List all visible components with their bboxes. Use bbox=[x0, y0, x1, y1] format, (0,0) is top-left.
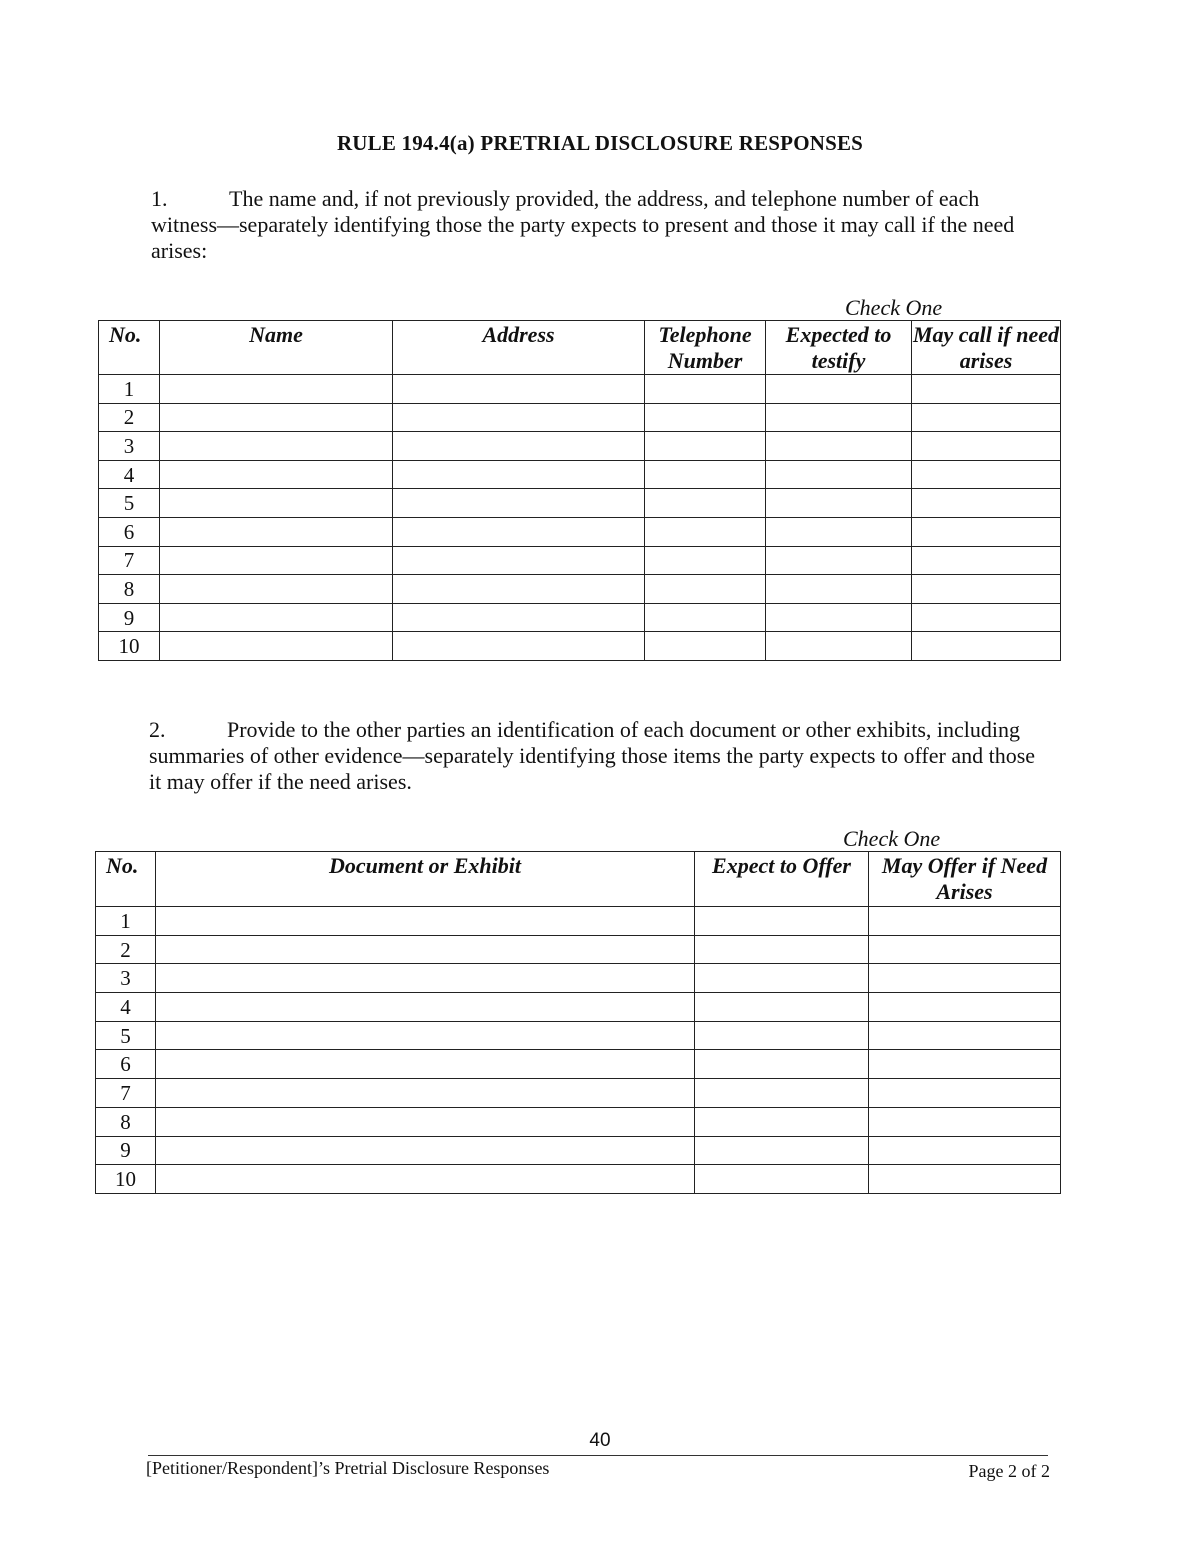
witness-row bbox=[99, 575, 1061, 604]
address-cell[interactable] bbox=[393, 432, 645, 461]
name-cell[interactable] bbox=[160, 375, 393, 404]
address-cell[interactable] bbox=[393, 546, 645, 575]
may-offer-cell[interactable] bbox=[869, 1165, 1061, 1194]
may-call-cell[interactable] bbox=[912, 375, 1061, 404]
may-offer-cell[interactable] bbox=[869, 993, 1061, 1022]
section-1-check-one-label: Check One bbox=[845, 295, 943, 320]
row-number: 6 bbox=[96, 1050, 156, 1079]
address-cell[interactable] bbox=[393, 375, 645, 404]
page-number: 40 bbox=[589, 1430, 611, 1451]
witness-row bbox=[99, 632, 1061, 661]
witness-row bbox=[99, 460, 1061, 489]
telephone-cell[interactable] bbox=[645, 603, 766, 632]
may-call-cell[interactable] bbox=[912, 432, 1061, 461]
row-number: 7 bbox=[96, 1079, 156, 1108]
footer-page-indicator: Page 2 of 2 bbox=[968, 1461, 1050, 1481]
expect-to-offer-cell[interactable] bbox=[695, 1079, 869, 1108]
row-number: 4 bbox=[96, 993, 156, 1022]
page-title: RULE 194.4(a) PRETRIAL DISCLOSURE RESPONSES bbox=[336, 131, 864, 155]
may-call-cell[interactable] bbox=[912, 517, 1061, 546]
row-number: 5 bbox=[99, 489, 160, 518]
telephone-cell[interactable] bbox=[645, 432, 766, 461]
may-call-cell[interactable] bbox=[912, 575, 1061, 604]
witness-table bbox=[98, 320, 1061, 661]
expected-to-testify-cell[interactable] bbox=[766, 603, 912, 632]
row-number: 1 bbox=[99, 375, 160, 404]
document-cell[interactable] bbox=[156, 1136, 695, 1165]
may-offer-cell[interactable] bbox=[869, 1079, 1061, 1108]
telephone-cell[interactable] bbox=[645, 489, 766, 518]
header-document-or-exhibit: Document or Exhibit bbox=[156, 852, 695, 907]
document-cell[interactable] bbox=[156, 993, 695, 1022]
address-cell[interactable] bbox=[393, 517, 645, 546]
expected-to-testify-cell[interactable] bbox=[766, 546, 912, 575]
may-offer-cell[interactable] bbox=[869, 907, 1061, 936]
name-cell[interactable] bbox=[160, 460, 393, 489]
name-cell[interactable] bbox=[160, 517, 393, 546]
header-name: Name bbox=[160, 321, 393, 375]
section-2-number: 2. bbox=[149, 717, 166, 742]
witness-table-header bbox=[99, 321, 1061, 375]
expect-to-offer-cell[interactable] bbox=[695, 993, 869, 1022]
row-number: 8 bbox=[96, 1107, 156, 1136]
address-cell[interactable] bbox=[393, 632, 645, 661]
witness-row bbox=[99, 403, 1061, 432]
name-cell[interactable] bbox=[160, 403, 393, 432]
expect-to-offer-cell[interactable] bbox=[695, 1107, 869, 1136]
row-number: 2 bbox=[99, 403, 160, 432]
address-cell[interactable] bbox=[393, 489, 645, 518]
row-number: 2 bbox=[96, 935, 156, 964]
row-number: 9 bbox=[96, 1136, 156, 1165]
row-number: 4 bbox=[99, 460, 160, 489]
section-1-number: 1. bbox=[151, 186, 168, 211]
header-expected-to-testify: Expected to testify bbox=[766, 321, 912, 375]
witness-row bbox=[99, 432, 1061, 461]
name-cell[interactable] bbox=[160, 575, 393, 604]
exhibit-row bbox=[96, 1165, 1061, 1194]
telephone-cell[interactable] bbox=[645, 546, 766, 575]
may-offer-cell[interactable] bbox=[869, 1050, 1061, 1079]
row-number: 3 bbox=[99, 432, 160, 461]
exhibit-row bbox=[96, 993, 1061, 1022]
may-call-cell[interactable] bbox=[912, 403, 1061, 432]
address-cell[interactable] bbox=[393, 460, 645, 489]
row-number: 7 bbox=[99, 546, 160, 575]
row-number: 6 bbox=[99, 517, 160, 546]
document-cell[interactable] bbox=[156, 1021, 695, 1050]
address-cell[interactable] bbox=[393, 575, 645, 604]
witness-row bbox=[99, 489, 1061, 518]
section-2-text: Provide to the other parties an identification of each document or other exhibits, including summaries of other evidence—separately identifying those items the party expects to offer and those it may offer if the need arises. bbox=[149, 717, 1036, 794]
name-cell[interactable] bbox=[160, 489, 393, 518]
expected-to-testify-cell[interactable] bbox=[766, 632, 912, 661]
witness-row bbox=[99, 603, 1061, 632]
row-number: 1 bbox=[96, 907, 156, 936]
exhibit-row bbox=[96, 935, 1061, 964]
expect-to-offer-cell[interactable] bbox=[695, 1165, 869, 1194]
telephone-cell[interactable] bbox=[645, 375, 766, 404]
expect-to-offer-cell[interactable] bbox=[695, 907, 869, 936]
header-may-call: May call if need arises bbox=[912, 322, 1060, 373]
row-number: 10 bbox=[99, 632, 160, 661]
witness-row bbox=[99, 546, 1061, 575]
name-cell[interactable] bbox=[160, 632, 393, 661]
document-cell[interactable] bbox=[156, 1107, 695, 1136]
document-cell[interactable] bbox=[156, 1165, 695, 1194]
footer-divider bbox=[148, 1455, 1048, 1456]
header-address: Address bbox=[393, 321, 645, 375]
telephone-cell[interactable] bbox=[645, 632, 766, 661]
header-may-offer: May Offer if Need Arises bbox=[869, 852, 1061, 907]
expect-to-offer-cell[interactable] bbox=[695, 1021, 869, 1050]
expected-to-testify-cell[interactable] bbox=[766, 375, 912, 404]
exhibit-row bbox=[96, 907, 1061, 936]
expect-to-offer-cell[interactable] bbox=[695, 1136, 869, 1165]
document-cell[interactable] bbox=[156, 907, 695, 936]
exhibit-row bbox=[96, 1021, 1061, 1050]
witness-row bbox=[99, 517, 1061, 546]
row-number: 3 bbox=[96, 964, 156, 993]
section-1-text: The name and, if not previously provided, the address, and telephone number of each witness—separately identifying those the party expects to present and those it may call if the need arises: bbox=[151, 186, 1015, 263]
may-offer-cell[interactable] bbox=[869, 935, 1061, 964]
header-expect-to-offer: Expect to Offer bbox=[695, 852, 869, 907]
footer-document-title: [Petitioner/Respondent]’s Pretrial Disclosure Responses bbox=[146, 1458, 550, 1478]
section-2-instructions bbox=[149, 717, 1049, 795]
exhibit-row bbox=[96, 1079, 1061, 1108]
may-call-cell[interactable] bbox=[912, 546, 1061, 575]
expect-to-offer-cell[interactable] bbox=[695, 964, 869, 993]
expected-to-testify-cell[interactable] bbox=[766, 432, 912, 461]
telephone-cell[interactable] bbox=[645, 517, 766, 546]
expected-to-testify-cell[interactable] bbox=[766, 517, 912, 546]
exhibit-row bbox=[96, 964, 1061, 993]
may-call-cell[interactable] bbox=[912, 632, 1061, 661]
exhibit-table bbox=[95, 851, 1061, 1194]
expected-to-testify-cell[interactable] bbox=[766, 403, 912, 432]
exhibit-row bbox=[96, 1050, 1061, 1079]
name-cell[interactable] bbox=[160, 546, 393, 575]
row-number: 5 bbox=[96, 1021, 156, 1050]
exhibit-table-header bbox=[96, 852, 1061, 907]
row-number: 9 bbox=[99, 603, 160, 632]
section-1-instructions bbox=[151, 186, 1031, 264]
section-2-check-one-label: Check One bbox=[843, 826, 941, 851]
exhibit-row bbox=[96, 1136, 1061, 1165]
document-cell[interactable] bbox=[156, 1079, 695, 1108]
header-no: No. bbox=[96, 852, 156, 907]
exhibit-row bbox=[96, 1107, 1061, 1136]
telephone-cell[interactable] bbox=[645, 403, 766, 432]
name-cell[interactable] bbox=[160, 603, 393, 632]
address-cell[interactable] bbox=[393, 403, 645, 432]
address-cell[interactable] bbox=[393, 603, 645, 632]
expect-to-offer-cell[interactable] bbox=[695, 1050, 869, 1079]
may-offer-cell[interactable] bbox=[869, 964, 1061, 993]
name-cell[interactable] bbox=[160, 432, 393, 461]
may-offer-cell[interactable] bbox=[869, 1136, 1061, 1165]
document-cell[interactable] bbox=[156, 935, 695, 964]
header-telephone: Telephone Number bbox=[645, 321, 766, 375]
may-call-cell[interactable] bbox=[912, 489, 1061, 518]
row-number: 10 bbox=[96, 1165, 156, 1194]
expected-to-testify-cell[interactable] bbox=[766, 460, 912, 489]
telephone-cell[interactable] bbox=[645, 460, 766, 489]
document-cell[interactable] bbox=[156, 964, 695, 993]
row-number: 8 bbox=[99, 575, 160, 604]
may-call-cell[interactable] bbox=[912, 603, 1061, 632]
document-cell[interactable] bbox=[156, 1050, 695, 1079]
telephone-cell[interactable] bbox=[645, 575, 766, 604]
may-call-cell[interactable] bbox=[912, 460, 1061, 489]
header-no: No. bbox=[99, 321, 160, 375]
expected-to-testify-cell[interactable] bbox=[766, 489, 912, 518]
witness-row bbox=[99, 375, 1061, 404]
expected-to-testify-cell[interactable] bbox=[766, 575, 912, 604]
may-offer-cell[interactable] bbox=[869, 1021, 1061, 1050]
may-offer-cell[interactable] bbox=[869, 1107, 1061, 1136]
expect-to-offer-cell[interactable] bbox=[695, 935, 869, 964]
